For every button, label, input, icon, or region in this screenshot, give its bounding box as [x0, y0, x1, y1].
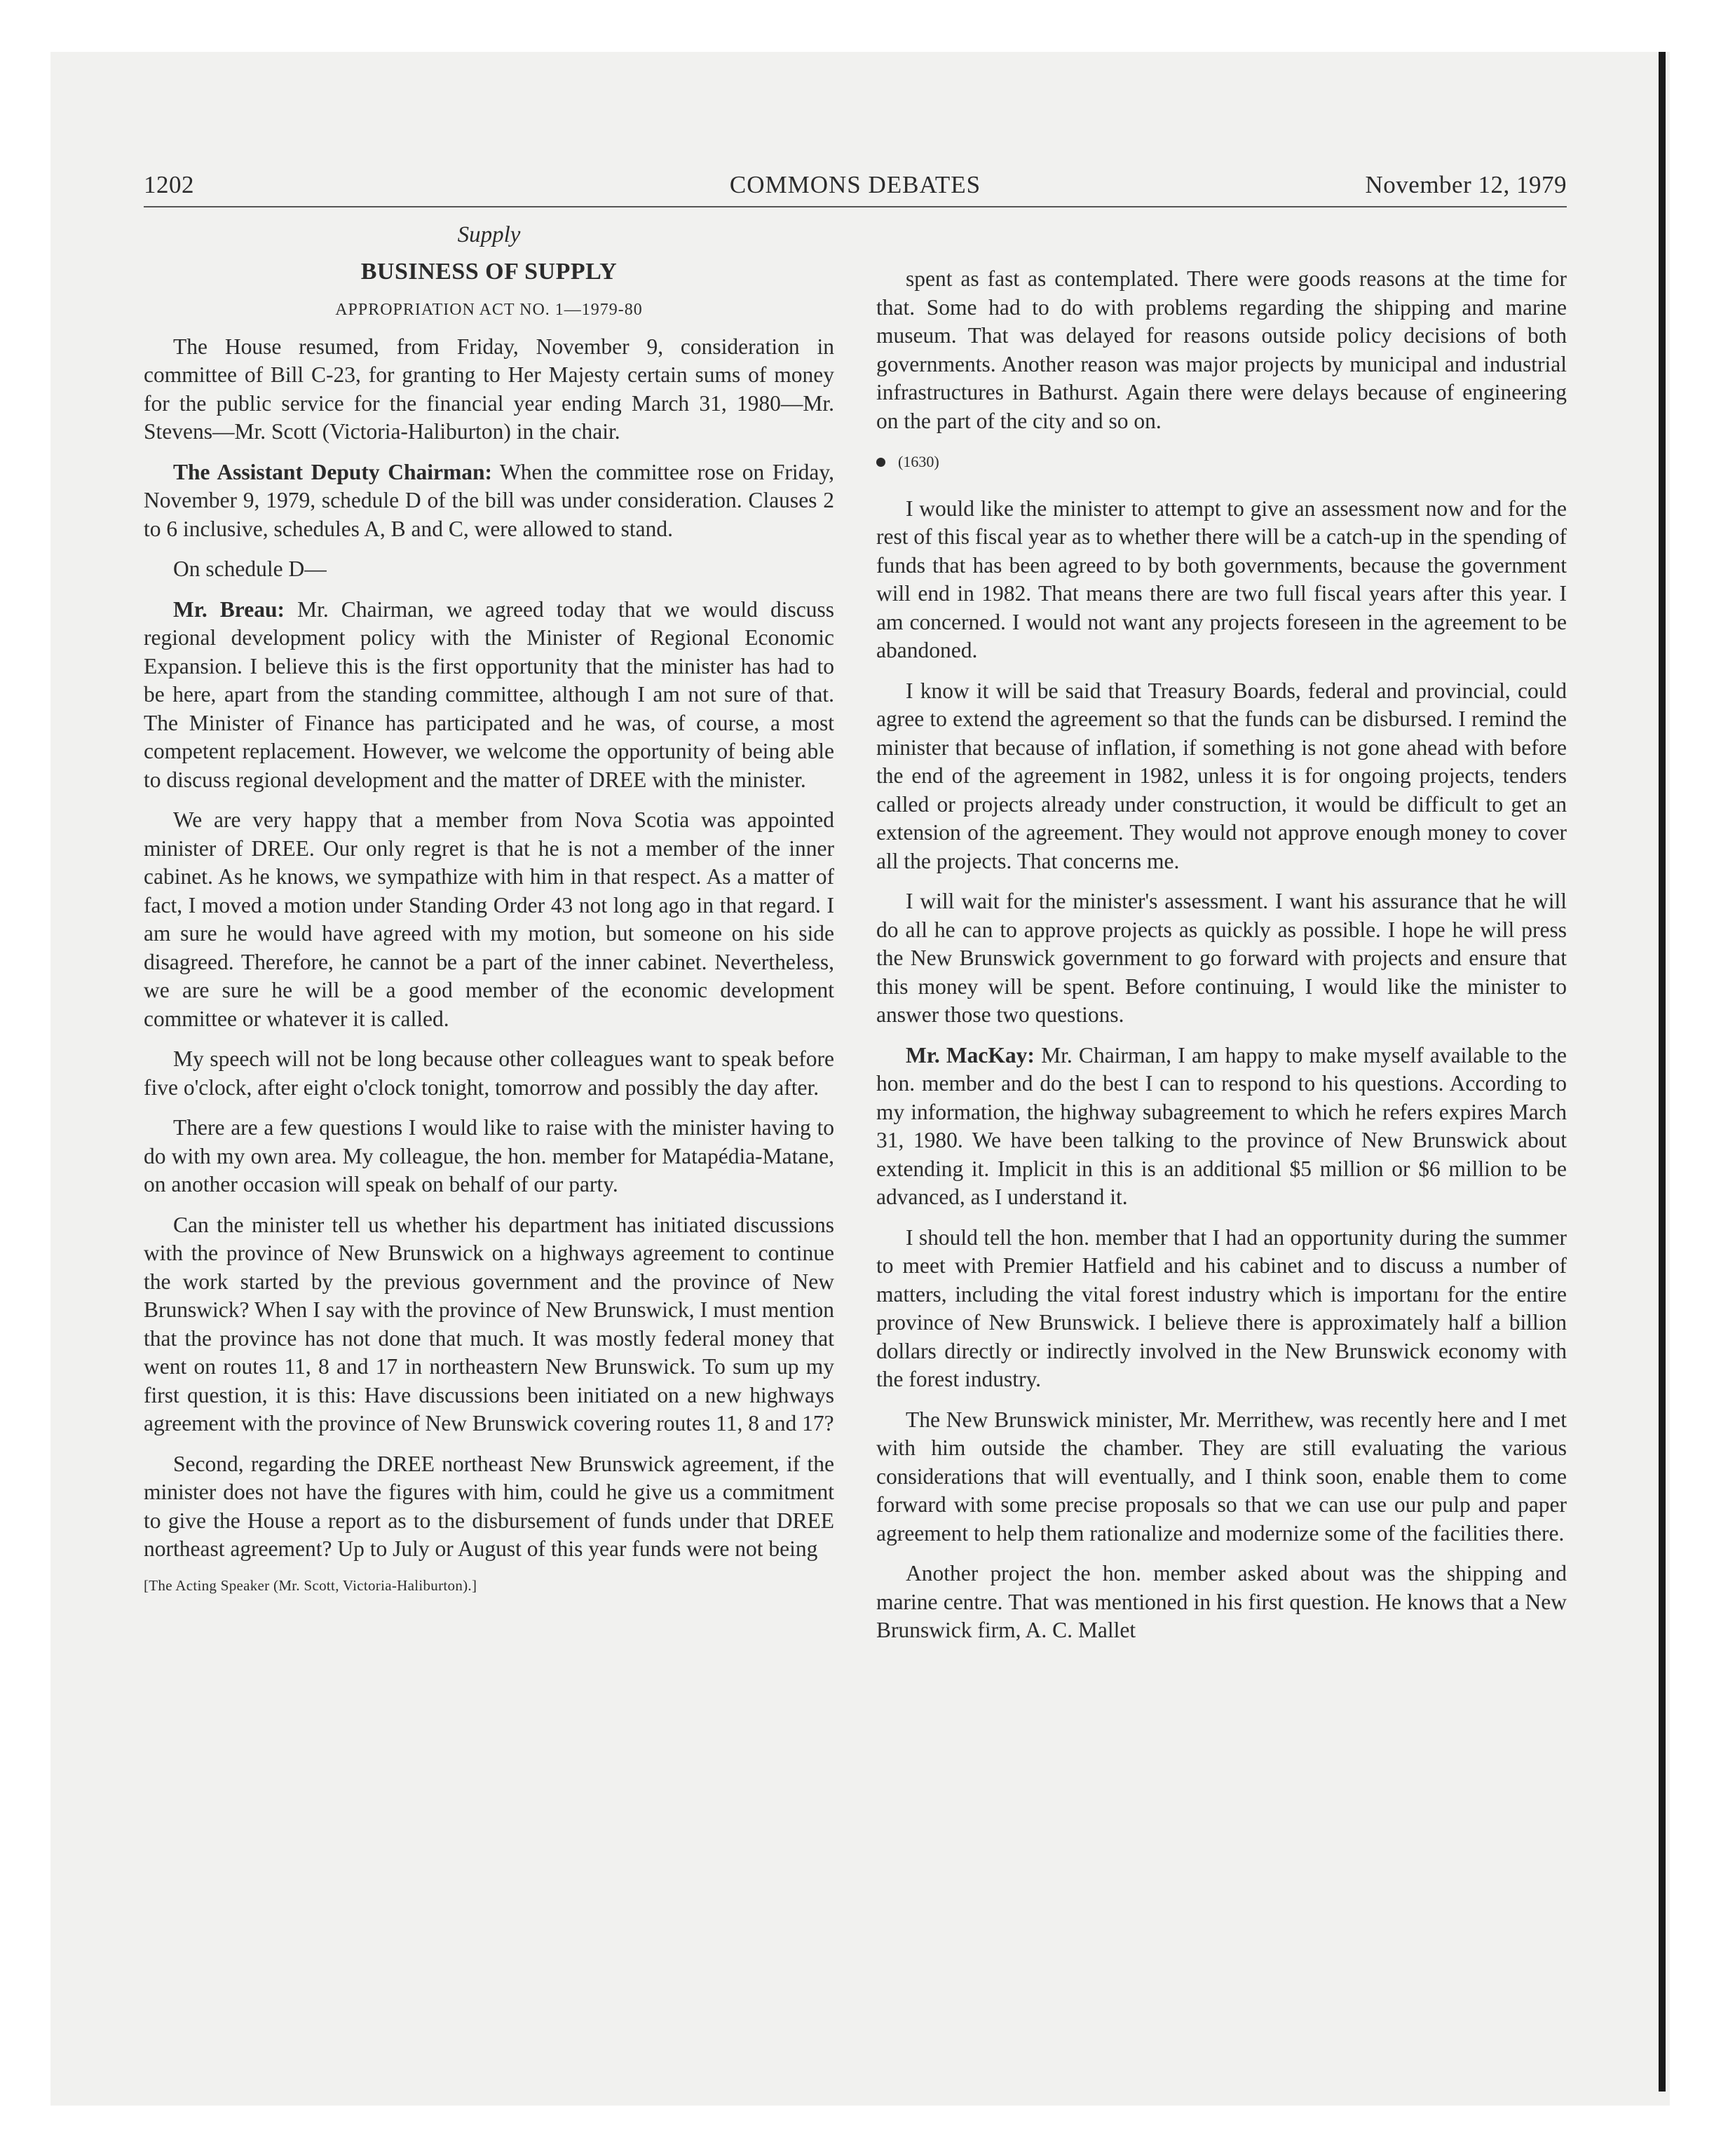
paragraph: [876, 1042, 1567, 1212]
publication-title: COMMONS DEBATES: [729, 171, 981, 198]
paragraph: [144, 458, 834, 544]
running-header: [144, 171, 1567, 207]
paragraph-text: The House resumed, from Friday, November 9, consideration in committee of Bill C-23, for granting to Her Majesty certain sums of money for the public service for the financial year ending March 31, 1980—Mr. Stevens—Mr. Scott (Victoria-Haliburton) in the chair.: [144, 334, 834, 444]
left-column: [144, 221, 834, 1595]
paragraph: [876, 887, 1567, 1030]
timestamp-marker: [876, 448, 1567, 477]
paragraph-text: Mr. Chairman, we agreed today that we would discuss regional development policy with the Minister of Regional Economic Expansion. I believe this is the first opportunity that the minister has had to be here, apart from the standing committee, although I am not sure of that. The Minister of Finance has participated and he was, of course, a most competent replacement. However, we welcome the opportunity of being able to discuss regional development and the matter of DREE with the minister.: [144, 596, 834, 792]
page-number: 1202: [144, 171, 194, 198]
timestamp: (1630): [898, 453, 939, 470]
paragraph-text: I know it will be said that Treasury Boards, federal and provincial, could agree to extend the agreement so that the funds can be disbursed. I remind the minister that because of inflation, if something is not gone ahead with before the end of the agreement in 1982, unless it is for ongoing projects, tenders called or projects already under construction, it would be difficult to get an extension of the agreement. They would not approve enough money to cover all the projects. That concerns me.: [876, 678, 1567, 873]
paragraph-text: When the committee rose on Friday, November 9, 1979, schedule D of the bill was under consideration. Clauses 2 to 6 inclusive, schedules A, B and C, were allowed to stand.: [144, 459, 834, 541]
sub-title: APPROPRIATION ACT NO. 1—1979-80: [335, 301, 643, 319]
right-paragraphs-after: [876, 495, 1567, 1645]
paragraph-text: Another project the hon. member asked about was the shipping and marine centre. That was mentioned in his first question. He knows that a New Brunswick firm, A. C. Mallet: [876, 1561, 1567, 1642]
paragraph: [144, 1450, 834, 1564]
left-paragraphs: [144, 333, 834, 1564]
paragraph-text: The New Brunswick minister, Mr. Merrithew, was recently here and I met with him outside the chamber. They are still evaluating the various considerations that will eventually, and I think soon, enable them to come forward with some precise proposals so that we can use our pulp and paper agreement to help them rationalize and modernize some of the facilities there.: [876, 1407, 1567, 1546]
supply-label: Supply: [457, 222, 521, 247]
paragraph: [876, 1224, 1567, 1394]
paragraph: [144, 596, 834, 795]
right-column: [876, 265, 1567, 1657]
paragraph: [144, 806, 834, 1033]
paragraph-text: spent as fast as contemplated. There were goods reasons at the time for that. Some had to do with problems regarding the shipping and marine museum. That was delayed for reasons outside policy decisions of both governments. Another reason was major projects by municipal and industrial infrastructures in Bathurst. Again there were delays because of engineering on the part of the city and so on.: [876, 266, 1567, 433]
speaker-name: Mr. MacKay:: [906, 1042, 1035, 1067]
paragraph: [144, 1211, 834, 1438]
paragraph-text: There are a few questions I would like to raise with the minister having to do with my own area. My colleague, the hon. member for Matapédia-Matane, on another occasion will speak on behalf of our party.: [144, 1115, 834, 1196]
paragraph-text: Can the minister tell us whether his department has initiated discussions with the province of New Brunswick on a highways agreement to continue the work started by the previous government and the province of New Brunswick? When I say with the province of New Brunswick, I must mention that the province has not done that much. It was mostly federal money that went on routes 11, 8 and 17 in northeastern New Brunswick. To sum up my first question, it is this: Have discussions been initiated on a new highways agreement with the province of New Brunswick covering routes 11, 8 and 17?: [144, 1212, 834, 1435]
paragraph: [876, 677, 1567, 876]
section-title: BUSINESS OF SUPPLY: [360, 258, 618, 285]
paragraph-text: Mr. Chairman, I am happy to make myself available to the hon. member and do the best I can to respond to his questions. According to my information, the highway subagreement to which he refers expires March 31, 1980. We have been talking to the province of New Brunswick about extending it. Implicit in this is an additional $5 million or $6 million to be advanced, as I understand it.: [876, 1042, 1567, 1209]
paragraph-text: I will wait for the minister's assessment. I want his assurance that he will do all he can to approve projects as quickly as possible. I hope he will press the New Brunswick government to go forward with projects and ensure that this money will be spent. Before continuing, I would like the minister to answer those two questions.: [876, 889, 1567, 1027]
paragraph: [876, 265, 1567, 435]
page-edge-shadow: [1659, 52, 1666, 2092]
footnote: [The Acting Speaker (Mr. Scott, Victoria-Haliburton).]: [144, 1576, 477, 1594]
paragraph: [144, 1114, 834, 1199]
paragraph-text: My speech will not be long because other colleagues want to speak before five o'clock, after eight o'clock tonight, tomorrow and possibly the day after.: [144, 1046, 834, 1100]
paragraph-text: On schedule D—: [173, 557, 327, 581]
paragraph-text: Second, regarding the DREE northeast New Brunswick agreement, if the minister does not have the figures with him, could he give us a commitment to give the House a report as to the disbursement of funds under that DREE northeast agreement? Up to July or August of this year funds were not being: [144, 1451, 834, 1561]
paragraph-text: I would like the minister to attempt to give an assessment now and for the rest of this fiscal year as to whether there will be a catch-up in the spending of funds that has been agreed to by both governments, because the government will end in 1982. That means there are two full fiscal years after this year. I am concerned. I would not want any projects foreseen in the agreement to be abandoned.: [876, 496, 1567, 662]
paragraph: [144, 333, 834, 446]
speaker-name: The Assistant Deputy Chairman:: [173, 459, 492, 484]
paragraph: [876, 495, 1567, 665]
paragraph: [876, 1560, 1567, 1645]
right-paragraphs-before: [876, 265, 1567, 435]
paragraph: [144, 555, 834, 584]
speaker-name: Mr. Breau:: [173, 596, 285, 622]
paragraph: [876, 1406, 1567, 1548]
paragraph-text: We are very happy that a member from Nova Scotia was appointed minister of DREE. Our only regret is that he is not a member of the inner cabinet. As he knows, we sympathize with him in that respect. As a matter of fact, I moved a motion under Standing Order 43 not long ago in that regard. I am sure he would have agreed with my motion, but someone on his side disagreed. Therefore, he cannot be a part of the inner cabinet. Nevertheless, we are sure he will be a good member of the economic development committee or whatever it is called.: [144, 807, 834, 1031]
bullet-icon: [876, 458, 885, 467]
paragraph: [144, 1045, 834, 1102]
header-date: November 12, 1979: [1365, 171, 1567, 198]
paragraph-text: I should tell the hon. member that I had an opportunity during the summer to meet with Premier Hatfield and his cabinet and to discuss a number of matters, including the vital forest industry which is importanı for the entire province of New Brunswick. I believe there is approximately half a billion dollars directly or indirectly involved in the New Brunswick economy with the forest industry.: [876, 1224, 1567, 1391]
